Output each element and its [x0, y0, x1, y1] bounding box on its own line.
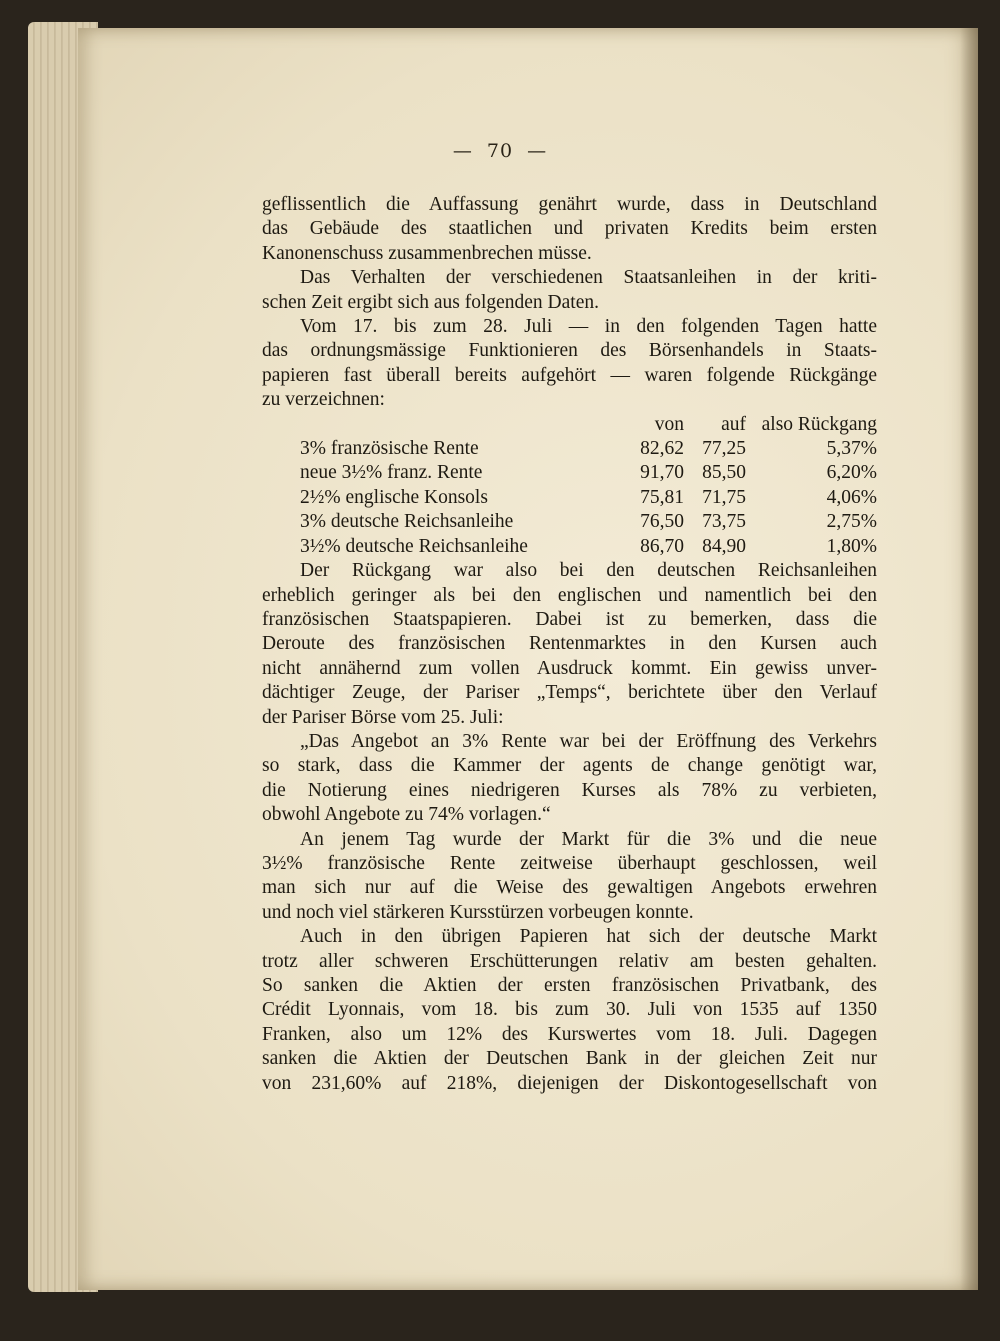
- text-line: französischen Staatspapieren. Dabei ist zu bemerken, dass die: [262, 608, 877, 630]
- text-line: trotz aller schweren Erschütterungen relativ am besten gehalten.: [262, 950, 877, 972]
- text-line: nicht annähernd zum vollen Ausdruck kommt. Ein gewiss unver-: [262, 657, 877, 679]
- text-line: 3½% französische Rente zeitweise überhaupt geschlossen, weil: [262, 852, 877, 874]
- text-line: zu verzeichnen:: [262, 389, 385, 411]
- text-line: So sanken die Aktien der ersten französischen Privatbank, des: [262, 975, 877, 996]
- text-line: Franken, also um 12% des Kurswertes vom 18. Juli. Dagegen: [262, 1023, 877, 1045]
- text-line: schen Zeit ergibt sich aus folgenden Daten.: [262, 291, 599, 313]
- text-line: erheblich geringer als bei den englischen und namentlich bei den: [262, 584, 877, 606]
- table-cell-rueckgang: 5,37%: [826, 438, 877, 460]
- paragraph: [262, 315, 877, 413]
- text-line: An jenem Tag wurde der Markt für die 3% und die neue: [300, 828, 877, 850]
- text-line: „Das Angebot an 3% Rente war bei der Eröffnung des Verkehrs: [300, 730, 877, 752]
- paragraph: [262, 925, 877, 1096]
- page-number: — 70 —: [452, 140, 548, 162]
- table-header-von: von: [654, 413, 684, 435]
- text-line: dächtiger Zeuge, der Pariser „Temps“, berichtete über den Verlauf: [262, 682, 877, 704]
- table-row: [262, 510, 877, 534]
- table-row: [262, 437, 877, 461]
- table-cell-auf: 73,75: [702, 511, 746, 533]
- table-cell-name: neue 3½% franz. Rente: [300, 462, 483, 484]
- table-cell-name: 3½% deutsche Reichsanleihe: [300, 535, 528, 557]
- text-line: Deroute des französischen Rentenmarktes in den Kursen auch: [262, 633, 877, 655]
- table-cell-auf: 84,90: [702, 535, 746, 557]
- text-line: man sich nur auf die Weise des gewaltigen Angebots erwehren: [262, 877, 877, 899]
- table-header-auf: auf: [721, 413, 746, 435]
- text-line: Auch in den übrigen Papieren hat sich der deutsche Markt: [300, 926, 877, 948]
- table-cell-auf: 71,75: [702, 486, 746, 508]
- text-line: Crédit Lyonnais, vom 18. bis zum 30. Juli von 1535 auf 1350: [262, 999, 877, 1021]
- body-text: [262, 193, 877, 1096]
- paragraph: [262, 828, 877, 926]
- text-line: und noch viel stärkeren Kursstürzen vorbeugen konnte.: [262, 901, 694, 923]
- text-line: sanken die Aktien der Deutschen Bank in der gleichen Zeit nur: [262, 1048, 877, 1070]
- table-row: [262, 486, 877, 510]
- table-row: [262, 535, 877, 559]
- table-cell-name: 2½% englische Konsols: [300, 486, 488, 508]
- text-line: das ordnungsmässige Funktionieren des Börsenhandels in Staats-: [262, 340, 877, 362]
- table-cell-auf: 77,25: [702, 438, 746, 460]
- table-header-rueckgang: also Rückgang: [761, 413, 877, 435]
- table-cell-auf: 85,50: [702, 462, 746, 484]
- paragraphs-bottom: [262, 559, 877, 1096]
- paragraph: [262, 266, 877, 315]
- table-cell-von: 82,62: [640, 438, 684, 460]
- table-cell-rueckgang: 2,75%: [826, 511, 877, 533]
- table-header-blank: [262, 413, 604, 437]
- table-cell-von: 91,70: [640, 462, 684, 484]
- text-line: obwohl Angebote zu 74% vorlagen.“: [262, 804, 551, 826]
- text-line: der Pariser Börse vom 25. Juli:: [262, 706, 504, 728]
- bond-decline-table: [262, 413, 877, 559]
- text-line: papieren fast überall bereits aufgehört — waren folgende Rückgänge: [262, 364, 877, 386]
- table-cell-rueckgang: 4,06%: [826, 486, 877, 508]
- table-cell-name: 3% französische Rente: [300, 438, 479, 460]
- text-line: so stark, dass die Kammer der agents de change genötigt war,: [262, 755, 877, 777]
- paragraphs-top: [262, 193, 877, 413]
- table-row: [262, 461, 877, 485]
- text-line: Das Verhalten der verschiedenen Staatsanleihen in der kriti-: [300, 267, 877, 289]
- table-cell-von: 75,81: [640, 486, 684, 508]
- table-cell-von: 86,70: [640, 535, 684, 557]
- text-line: Kanonenschuss zusammenbrechen müsse.: [262, 242, 592, 264]
- text-line: von 231,60% auf 218%, diejenigen der Diskontogesellschaft von: [262, 1072, 877, 1094]
- text-line: die Notierung eines niedrigeren Kurses als 78% zu verbieten,: [262, 779, 877, 801]
- table-header-row: [262, 413, 877, 437]
- text-line: das Gebäude des staatlichen und privaten Kredits beim ersten: [262, 218, 877, 240]
- text-line: Vom 17. bis zum 28. Juli — in den folgenden Tagen hatte: [300, 316, 877, 338]
- gutter-shadow: [960, 28, 978, 1290]
- paragraph: [262, 559, 877, 730]
- paragraph: [262, 193, 877, 266]
- paragraph: [262, 730, 877, 828]
- text-line: geflissentlich die Auffassung genährt wurde, dass in Deutschland: [262, 194, 877, 215]
- table-cell-von: 76,50: [640, 511, 684, 533]
- text-line: Der Rückgang war also bei den deutschen Reichsanleihen: [300, 560, 877, 582]
- table-cell-name: 3% deutsche Reichsanleihe: [300, 511, 514, 533]
- table-cell-rueckgang: 1,80%: [826, 535, 877, 557]
- table-cell-rueckgang: 6,20%: [826, 462, 877, 484]
- page-number-value: 70: [486, 140, 514, 162]
